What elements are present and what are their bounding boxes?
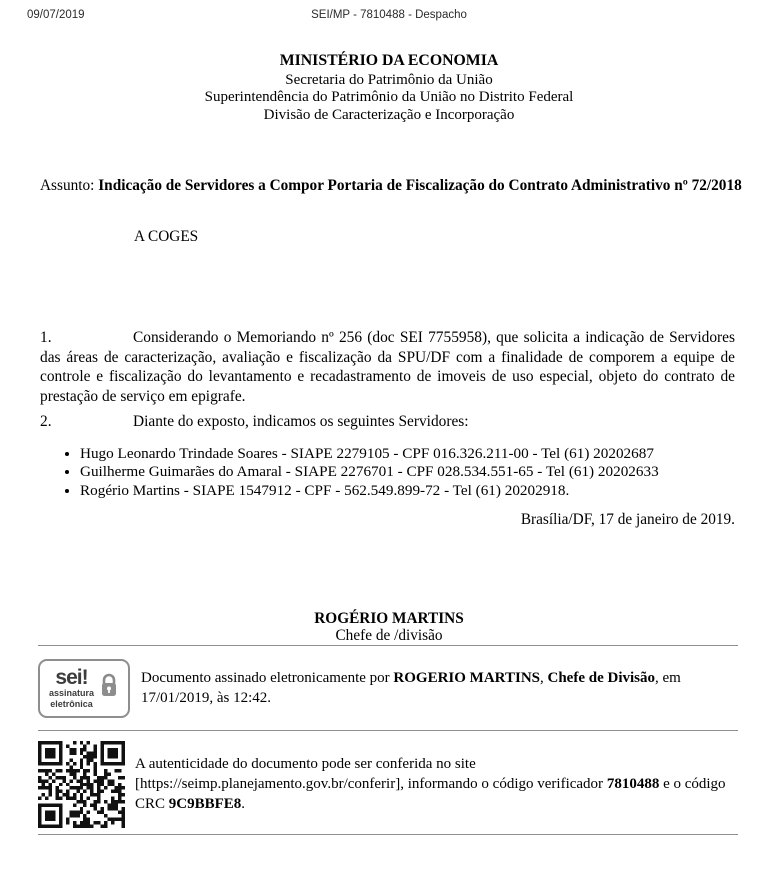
- print-header: [0, 0, 778, 21]
- ministry-title: MINISTÉRIO DA ECONOMIA: [279, 52, 499, 69]
- verify-middle: e o código CRC: [135, 776, 726, 813]
- list-item: • Guilherme Guimarães do Amaral - SIAPE 2276701 - CPF 028.534.551-65 - Tel (61) 20202633: [80, 463, 735, 482]
- verification-statement: [135, 754, 738, 814]
- esig-sep: ,: [540, 670, 548, 687]
- org-line-divisao: Divisão de Caracterização e Incorporação: [263, 106, 515, 123]
- divider: [38, 730, 738, 731]
- verify-crc: 9C9BBFE8: [168, 796, 242, 813]
- verify-prefix: A autenticidade do documento pode ser conferida no site [https://seimp.planejamento.gov.br/conferir], informando o código verificador: [135, 756, 607, 793]
- signer-role: Chefe de /divisão: [335, 627, 443, 645]
- sei-wordmark: sei!: [55, 666, 88, 690]
- electronic-signature-row: [38, 653, 738, 723]
- divider: [38, 645, 738, 646]
- addressee: A COGES: [134, 228, 199, 245]
- org-heading: [0, 52, 778, 124]
- verification-row: [38, 739, 738, 829]
- lock-icon: [99, 673, 119, 704]
- verify-suffix: .: [241, 796, 246, 813]
- signature-block: [0, 610, 778, 644]
- document-body: [40, 328, 735, 529]
- org-line-secretaria: Secretaria do Patrimônio da União: [285, 71, 493, 88]
- list-item: • Hugo Leonardo Trindade Soares - SIAPE 2279105 - CPF 016.326.211-00 - Tel (61) 20202687: [80, 445, 735, 464]
- paragraph-2-number: 2.: [40, 413, 52, 430]
- paragraph-1-text: Considerando o Memoriando nº 256 (doc SEI 7755958), que solicita a indicação de Servidores das áreas de caracterização, avaliação e fiscalização da SPU/DF com a finalidade de comporem a equipe de controle e fiscalização do levantamento e recadastramento de imoveis de uso especial, objeto do contrato de prestação de serviço em epigrafe.: [40, 329, 735, 405]
- esig-prefix: Documento assinado eletronicamente por: [141, 670, 394, 687]
- paragraph-1: [40, 328, 735, 406]
- divider: [38, 834, 738, 835]
- sei-sub-line2: eletrônica: [50, 698, 93, 709]
- place-date-line: Brasília/DF, 17 de janeiro de 2019.: [520, 511, 735, 529]
- paragraph-1-number: 1.: [40, 329, 52, 346]
- esig-role: Chefe de Divisão: [547, 670, 655, 687]
- subject-value: Indicação de Servidores a Compor Portaria de Fiscalização do Contrato Administrativo nº 72/2018: [98, 177, 742, 194]
- subject-label: Assunto:: [40, 177, 99, 194]
- esignature-statement: [141, 668, 738, 708]
- org-line-superintendencia: Superintendência do Patrimônio da União no Distrito Federal: [204, 89, 574, 105]
- qr-code: [38, 741, 125, 828]
- document-id-title: SEI/MP - 7810488 - Despacho: [311, 9, 467, 21]
- paragraph-2: [40, 412, 735, 432]
- print-date: 09/07/2019: [27, 9, 85, 21]
- servers-list: [40, 445, 735, 501]
- subject-line: [40, 177, 742, 195]
- paragraph-2-text: Diante do exposto, indicamos os seguintes Servidores:: [133, 413, 469, 430]
- esig-signer: ROGERIO MARTINS: [393, 670, 540, 687]
- esig-suffix: , em 17/01/2019, às 12:42.: [141, 670, 681, 707]
- sei-logo-text: [49, 667, 94, 709]
- sei-sub-line1: assinatura: [48, 688, 95, 699]
- signer-name: ROGÉRIO MARTINS: [314, 610, 464, 628]
- sei-signature-logo: [38, 659, 130, 718]
- list-item: • Rogério Martins - SIAPE 1547912 - CPF - 562.549.899-72 - Tel (61) 20202918.: [80, 482, 735, 501]
- verify-code: 7810488: [606, 776, 660, 793]
